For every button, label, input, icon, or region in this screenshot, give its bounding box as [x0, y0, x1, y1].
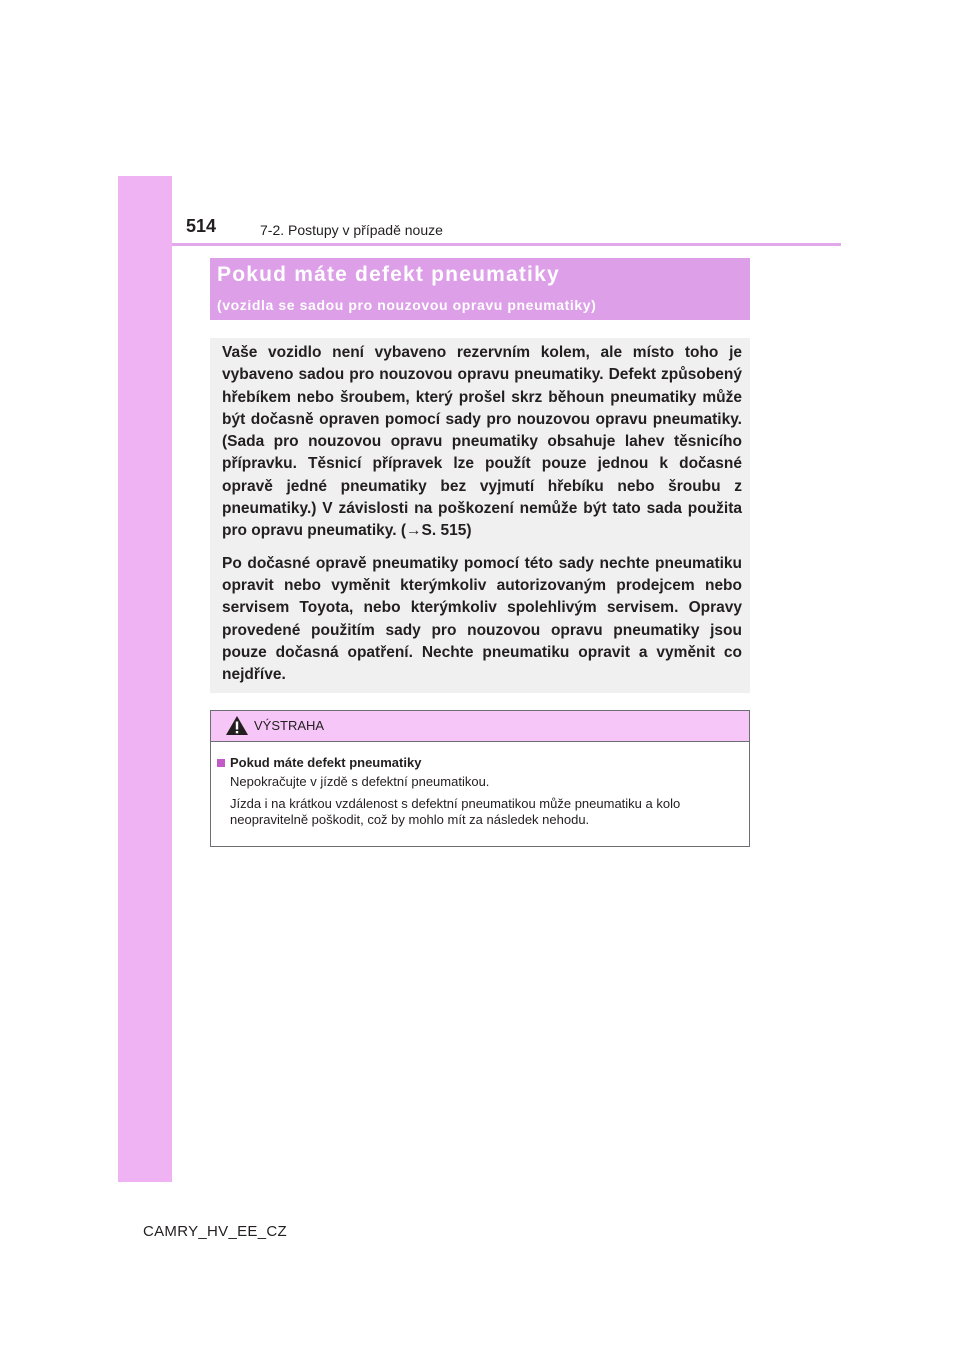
page-subtitle: (vozidla se sadou pro nouzovou opravu pneumatiky)	[217, 297, 597, 313]
intro-paragraph-1: Vaše vozidlo není vybaveno rezervním kolem, ale místo toho je vybaveno sadou pro nouzovou opravu pneumatiky. Defekt způsobený hřebíkem nebo šroubem, který prošel skrz běhoun pneumatiky může být dočasně opraven pomocí sady pro nouzovou opravu pneumatiky. (Sada pro nouzovou opravu pneumatiky obsahuje lahev těsnicího přípravku. Těsnicí přípravek lze použít pouze jednou k dočasné opravě jedné pneumatiky bez vyjmutí hřebíku nebo šroubu z pneumatiky.) V závislosti na poškození nemůže být tato sada použita pro opravu pneumatiky. (→S. 515)	[222, 344, 742, 540]
warning-text-1: Nepokračujte v jízdě s defektní pneumatikou.	[230, 774, 490, 789]
intro-paragraph-2: Po dočasné opravě pneumatiky pomocí této sady nechte pneumatiku opravit nebo vyměnit kterýmkoliv autorizovaným prodejcem nebo servisem Toyota, nebo kterýmkoliv spolehlivým servisem. Opravy provedené použitím sady pro nouzovou opravu pneumatiky jsou pouze dočasná opatření. Nechte pneumatiku opravit a vyměnit co nejdříve.	[222, 554, 742, 684]
warning-item	[216, 755, 743, 828]
page-number: 514	[186, 216, 217, 236]
square-bullet-icon	[217, 759, 225, 767]
side-color-band	[118, 176, 172, 1182]
header-divider	[172, 243, 841, 246]
intro-box	[210, 338, 750, 693]
warning-item-title: Pokud máte defekt pneumatiky	[230, 755, 422, 770]
warning-label: VÝSTRAHA	[254, 718, 325, 733]
title-banner	[210, 258, 750, 320]
page-title: Pokud máte defekt pneumatiky	[217, 263, 560, 286]
document-id: CAMRY_HV_EE_CZ	[143, 1223, 287, 1240]
section-title: 7-2. Postupy v případě nouze	[260, 222, 443, 238]
warning-text-2: Jízda i na krátkou vzdálenost s defektní pneumatikou může pneumatiku a kolo neopravitelně poškodit, což by mohlo mít za následek nehodu.	[230, 796, 681, 827]
warning-item-heading	[216, 755, 743, 770]
warning-header	[211, 711, 749, 742]
warning-triangle-icon	[225, 715, 249, 736]
warning-box	[210, 710, 750, 847]
